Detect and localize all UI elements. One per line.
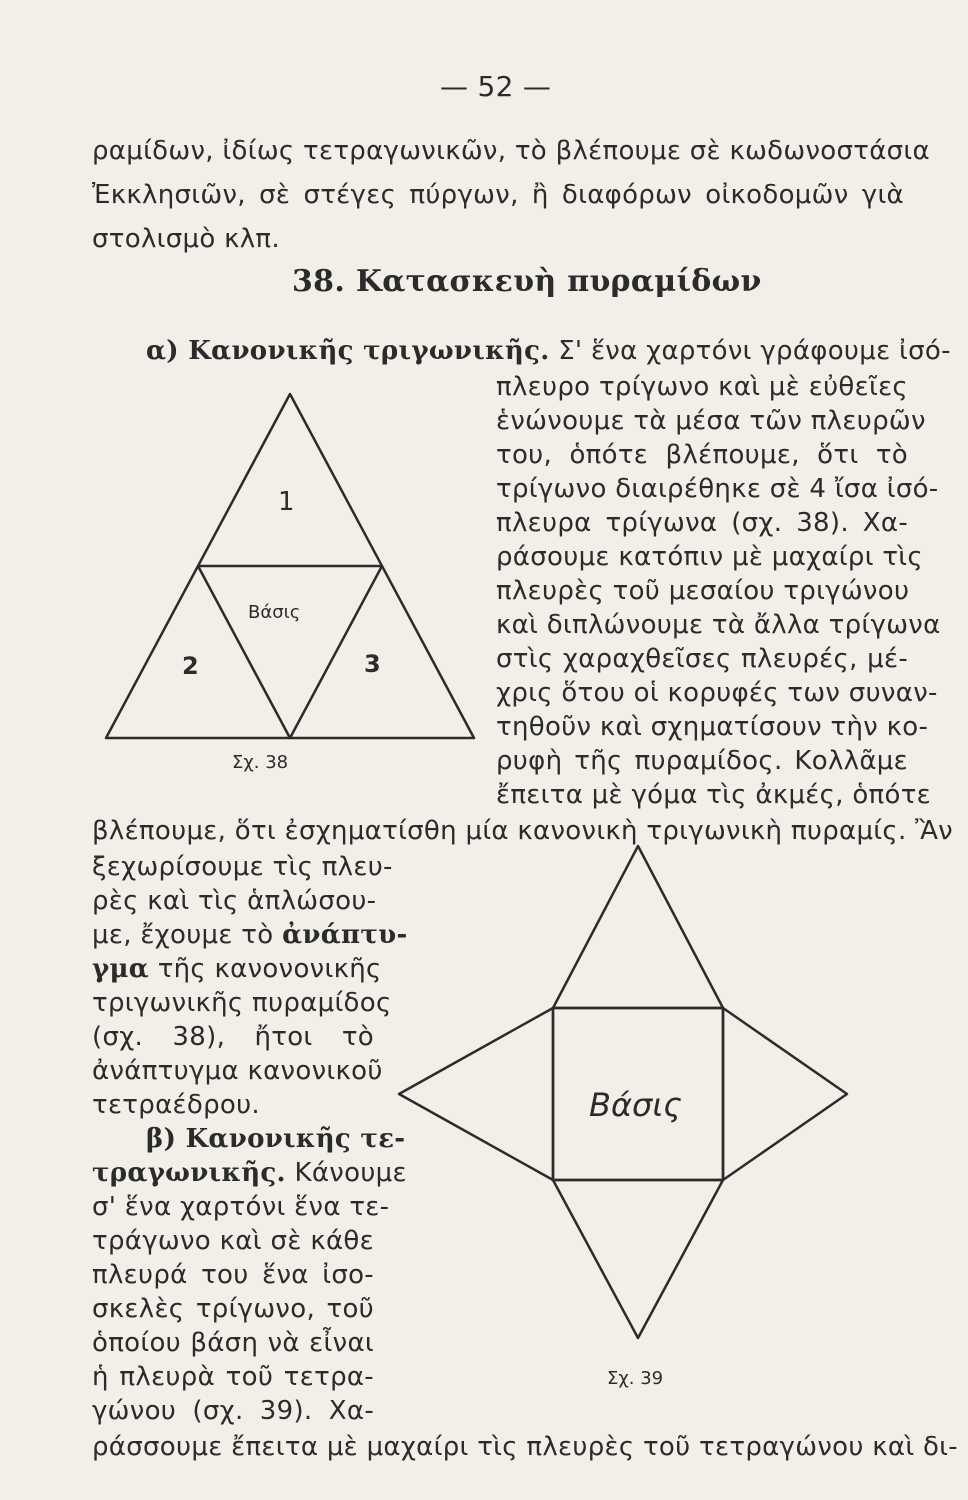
part-a-line-2: ἑνώνουμε τὰ μέσα τῶν πλευρῶν — [496, 406, 926, 436]
part-a-left-7: ἀνάπτυγμα κανονικοῦ — [92, 1056, 383, 1086]
part-b-line-2: τράγωνο καὶ σὲ κάθε — [92, 1226, 374, 1256]
fig39-left-triangle — [399, 1008, 553, 1180]
fig38-label-base: Βάσις — [248, 602, 301, 623]
part-a-first-text: Σ' ἕνα χαρτόνι γράφουμε ἰσό- — [558, 336, 951, 366]
part-b-line-4: σκελὲς τρίγωνο, τοῦ — [92, 1294, 374, 1324]
part-a-line-13: ἔπειτα μὲ γόμα τὶς ἀκμές, ὁπότε — [496, 780, 932, 810]
fig38-label-2: 2 — [182, 652, 199, 680]
part-b-rest: Κάνουμε — [294, 1158, 407, 1188]
fig38-label-1: 1 — [278, 487, 295, 517]
unfold-post: τῆς κανονονικῆς — [157, 954, 382, 984]
part-a-line-7: πλευρὲς τοῦ μεσαίου τριγώνου — [496, 576, 910, 606]
part-a-heading: α) Κανονικῆς τριγωνικῆς. — [146, 336, 550, 366]
part-a-line-11: τηθοῦν καὶ σχηματίσουν τὴν κο- — [496, 712, 929, 742]
part-a-line-5: πλευρα τρίγωνα (σχ. 38). Χα- — [496, 508, 908, 538]
part-a-line-12: ρυφὴ τῆς πυραμίδος. Κολλᾶμε — [496, 746, 908, 776]
part-b-line-1: σ' ἕνα χαρτόνι ἕνα τε- — [92, 1192, 390, 1222]
part-a-left-2: ρὲς καὶ τὶς ἁπλώσου- — [92, 886, 377, 916]
part-b-line-3: πλευρά του ἕνα ἰσο- — [92, 1260, 374, 1290]
unfold-term-1: ἀνάπτυ- — [282, 920, 408, 950]
part-a-left-6: (σχ. 38), ἤτοι τὸ — [92, 1022, 374, 1052]
section-heading — [292, 265, 762, 299]
figure-39 — [385, 840, 855, 1400]
fig39-label-base: Βάσις — [589, 1086, 682, 1124]
fig38-label-3: 3 — [364, 650, 381, 678]
section-title: Κατασκευὴ πυραμίδων — [355, 264, 762, 299]
part-a-line-8: καὶ διπλώνουμε τὰ ἄλλα τρίγωνα — [496, 610, 941, 640]
part-a-line-10: χρις ὅτου οἱ κορυφές των συναν- — [496, 678, 938, 708]
fig39-top-triangle — [553, 846, 723, 1008]
part-a-left-1: ξεχωρίσουμε τὶς πλευ- — [92, 852, 393, 882]
part-a-line-6: ράσουμε κατόπιν μὲ μαχαίρι τὶς — [496, 542, 923, 572]
fig39-right-triangle — [723, 1008, 847, 1180]
fig39-caption: Σχ. 39 — [607, 1368, 664, 1389]
intro-line-2: Ἐκκλησιῶν, σὲ στέγες πύργων, ἢ διαφόρων οἰκοδομῶν γιὰ — [92, 180, 904, 210]
fig38-inner-triangle — [198, 566, 382, 738]
part-b-heading-line — [92, 1156, 407, 1190]
intro-line-3: στολισμὸ κλπ. — [92, 224, 280, 254]
part-b-line-6: ἡ πλευρὰ τοῦ τετρα- — [92, 1362, 374, 1392]
part-a-first-line — [146, 334, 951, 368]
intro-line-1: ραμίδων, ἰδίως τετραγωνικῶν, τὸ βλέπουμε σὲ κωδωνοστάσια — [92, 136, 930, 166]
figure-38 — [100, 380, 480, 800]
fig38-caption: Σχ. 38 — [232, 752, 289, 773]
part-b-heading-2: τραγωνικῆς. — [92, 1158, 286, 1188]
unfold-term-2: γμα — [92, 954, 150, 984]
section-number: 38. — [292, 264, 346, 299]
part-b-last-line: ράσσουμε ἔπειτα μὲ μαχαίρι τὶς πλευρὲς τοῦ τετραγώνου καὶ δι- — [92, 1432, 958, 1462]
page-number: — 52 — — [440, 70, 552, 103]
part-b-line-7: γώνου (σχ. 39). Χα- — [92, 1396, 374, 1426]
unfold-pre: με, ἔχουμε τὸ — [92, 920, 274, 950]
part-a-line-9: στὶς χαραχθεῖσες πλευρές, μέ- — [496, 644, 908, 674]
part-a-left-3 — [92, 918, 408, 952]
part-b-line-5: ὁποίου βάση νὰ εἶναι — [92, 1328, 374, 1358]
part-a-line-1: πλευρο τρίγωνο καὶ μὲ εὐθεῖες — [496, 372, 908, 402]
part-a-left-5: τριγωνικῆς πυραμίδος — [92, 988, 392, 1018]
part-a-line-4: τρίγωνο διαιρέθηκε σὲ 4 ἴσα ἰσό- — [496, 474, 939, 504]
part-b-heading-1: β) Κανονικῆς τε- — [146, 1124, 406, 1154]
part-a-full-line: βλέπουμε, ὅτι ἐσχηματίσθη μία κανονικὴ τριγωνικὴ πυραμίς. Ἂν — [92, 816, 954, 846]
fig39-bottom-triangle — [553, 1180, 723, 1338]
part-a-line-3: του, ὁπότε βλέπουμε, ὅτι τὸ — [496, 440, 908, 470]
part-a-left-8: τετραέδρου. — [92, 1090, 260, 1120]
part-a-left-4 — [92, 952, 382, 986]
